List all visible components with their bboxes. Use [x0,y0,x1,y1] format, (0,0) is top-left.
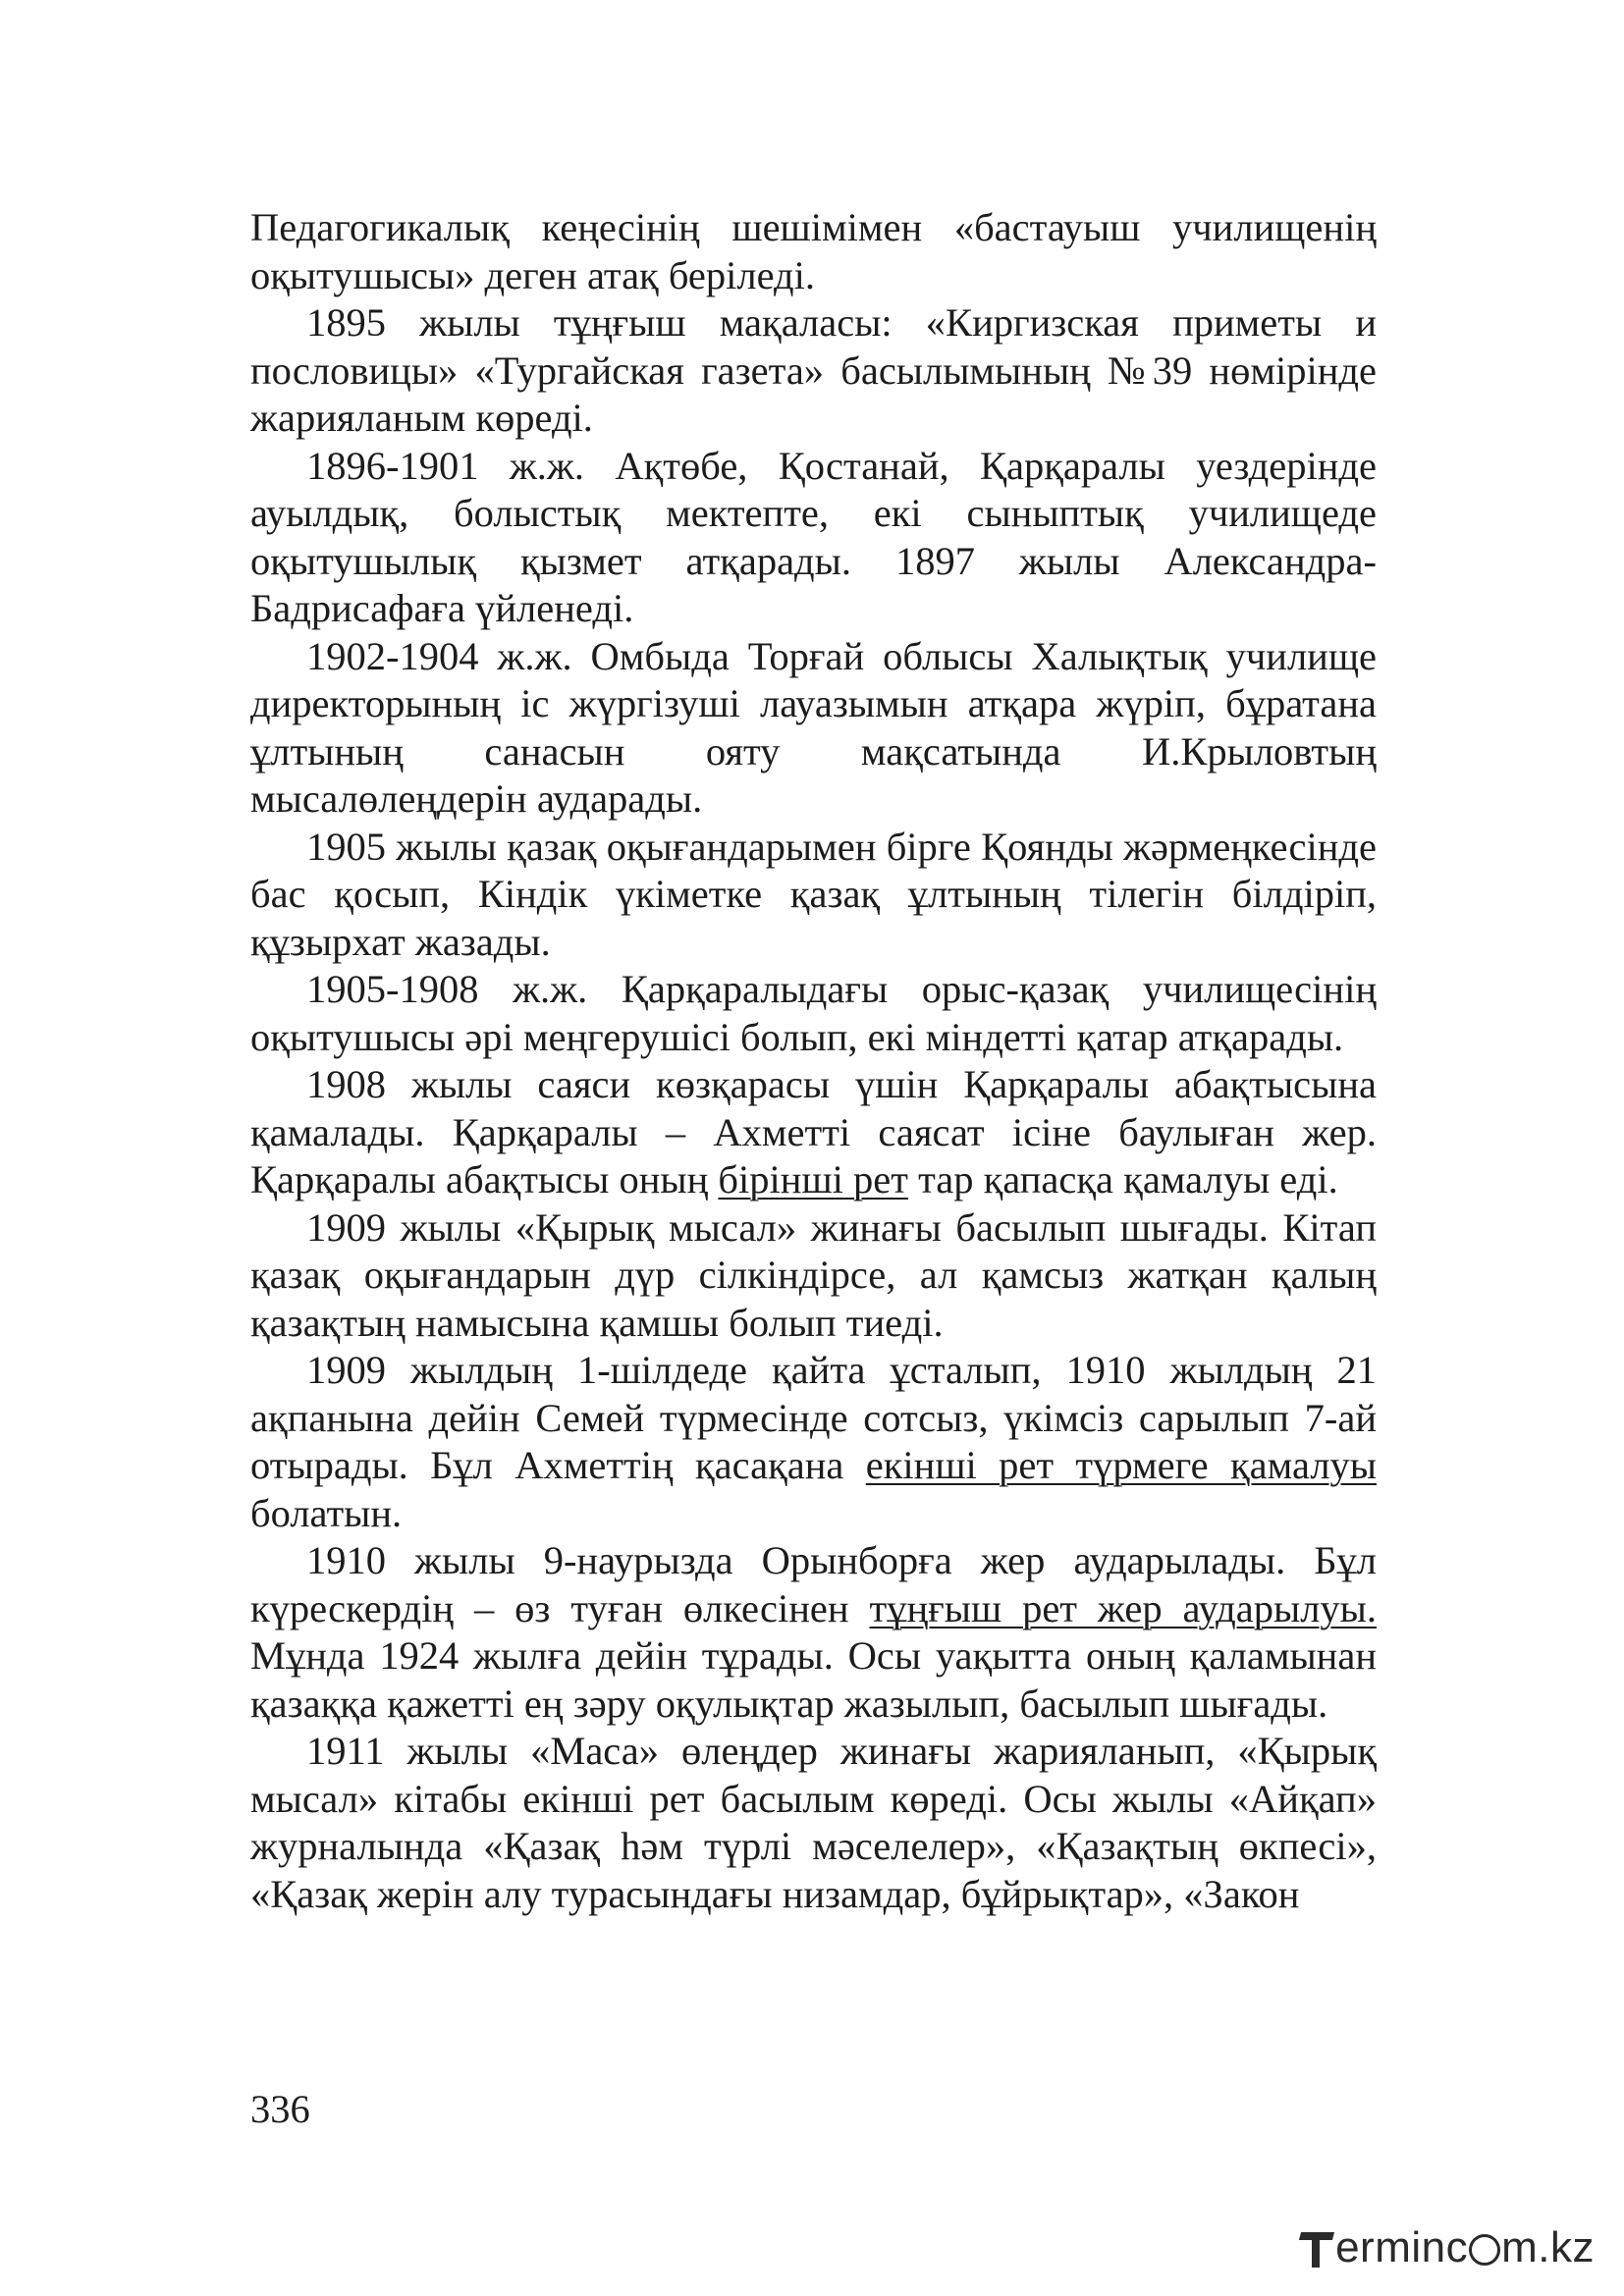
paragraph-2: 1895 жылы тұңғыш мақаласы: «Киргизская приметы и пословицы» «Тургайская газета» басылымының №39 нөмірінде жарияланым көреді. [250,300,1377,440]
underlined-phrase-exile: тұңғыш рет жер аударылуы. [869,1585,1377,1630]
watermark-text-a: ermin [1335,2223,1446,2271]
paragraph-9-text-after: болатын. [250,1490,403,1535]
paragraph-1: Педагогикалық кеңесінің шешімімен «бастауыш училищенің оқытушысы» деген атақ беріледі. [250,205,1377,297]
paragraph-11: 1911 жылы «Маса» өлеңдер жинағы жарияланып, «Қырық мысал» кітабы екінші рет басылым көреді. Осы жылы «Айқап» журналында «Қазақ һәм түрлі мәселелер», «Қазақтың өкпесі», «Қазақ жерін алу турасындағы низамдар, бұйрықтар», «Закон [250,1729,1377,1916]
paragraph-9 [250,1347,1377,1537]
paragraph-7-text-before: 1908 жылы саяси көзқарасы үшін Қарқаралы абақтысына қамалады. Қарқаралы – Ахметті саясат ісіне баулыған жер. Қарқаралы абақтысы оның [250,1062,1377,1201]
paragraph-10-text-after: Мұнда 1924 жылға дейін тұрады. Осы уақытта оның қаламынан қазаққа қажетті ең зәру оқулықтар жазылып, басылып шығады. [250,1633,1377,1726]
paragraph-10 [250,1537,1377,1728]
magnifier-icon [1469,2234,1500,2266]
page-number: 336 [250,2087,310,2131]
paragraph-3: 1896-1901 ж.ж. Ақтөбе, Қостанай, Қарқаралы уездерінде ауылдық, болыстық мектепте, екі сыныптық училищеде оқытушылық қызмет атқарады. 1897 жылы Александра-Бадрисафаға үйленеді. [250,443,1377,630]
paragraph-7 [250,1061,1377,1204]
paragraph-8: 1909 жылы «Қырық мысал» жинағы басылып шығады. Кітап қазақ оқығандарын дүр сілкіндірсе, ал қамсыз жатқан қалың қазақтың намысына қамшы болып тиеді. [250,1204,1377,1345]
watermark-text-c: m.kz [1501,2223,1595,2271]
underlined-phrase-first-time: бірінші рет [718,1157,908,1201]
watermark-logo [1300,2218,1595,2277]
paragraph-6: 1905-1908 ж.ж. Қарқаралыдағы орыс-қазақ училищесінің оқытушысы әрі меңгерушісі болып, екі міндетті қатар атқарады. [250,967,1377,1059]
paragraph-9-text-before: 1909 жылдың 1-шілдеде қайта ұсталып, 1910 жылдың 21 ақпанына дейін Семей түрмесінде сотсыз, үкімсіз сарылып 7-ай отырады. Бұл Ахметтің қасақана [250,1348,1377,1487]
watermark-text-b: c [1445,2223,1469,2271]
paragraph-10-text-before: 1910 жылы 9-наурызда Орынборға жер аударылады. Бұл күрескердің – өз туған өлкесінен [250,1538,1377,1630]
paragraph-5: 1905 жылы қазақ оқығандарымен бірге Қоянды жәрмеңкесінде бас қосып, Кіндік үкіметке қазақ ұлтының тілегін білдіріп, құзырхат жазады. [250,824,1377,964]
paragraph-7-text-after: тар қапасқа қамалуы еді. [907,1157,1338,1201]
page-body [250,204,1377,1918]
paragraph-4: 1902-1904 ж.ж. Омбыда Торғай облысы Халықтық училище директорының іс жүргізуші лауазымын атқара жүріп, бұратана ұлтының санасын ояту мақсатында И.Крыловтың мысалөлеңдерін аударады. [250,633,1377,821]
logo-t-icon [1300,2226,1333,2269]
underlined-phrase-second-time: екінші рет түрмеге қамалуы [865,1443,1377,1487]
